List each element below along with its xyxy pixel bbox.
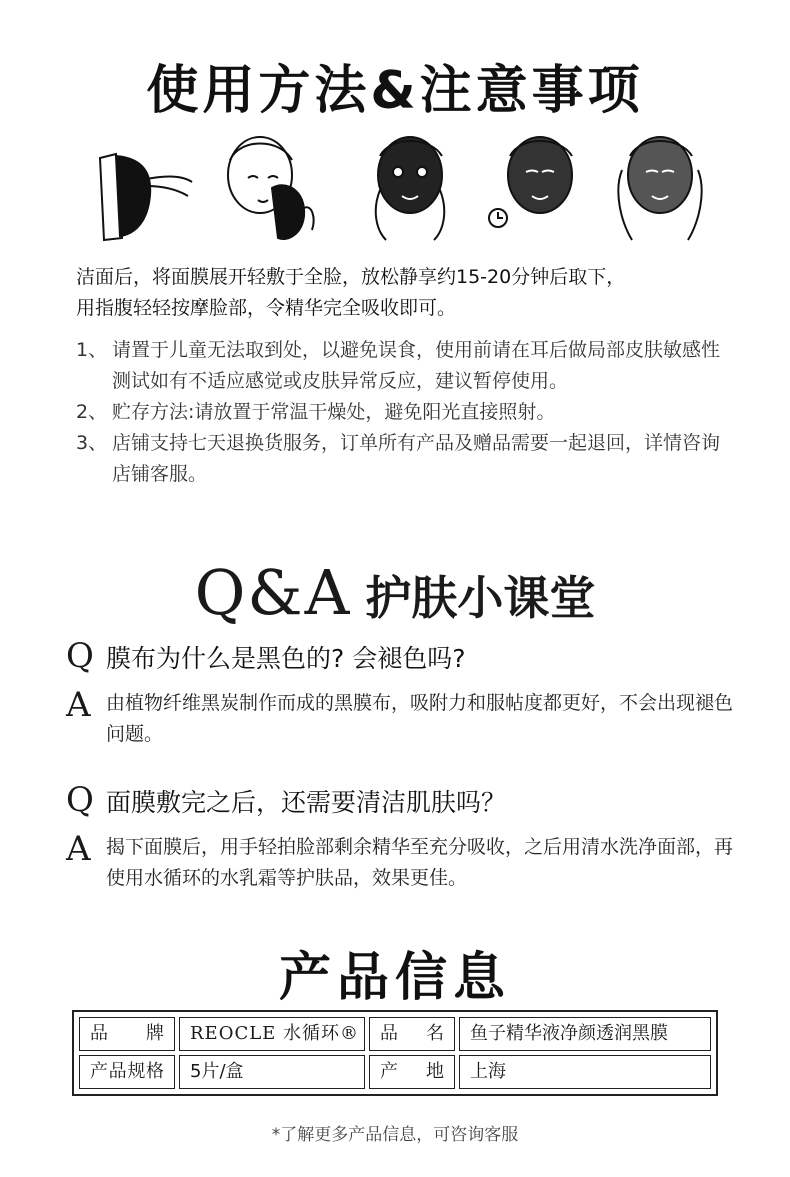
note-number: 2、: [76, 401, 108, 423]
usage-notes-list: [76, 335, 726, 490]
a-letter: A: [66, 829, 91, 869]
usage-steps-illustration: [80, 130, 710, 250]
note-text: 请置于儿童无法取到处，以避免误食，使用前请在耳后做局部皮肤敏感性测试如有不适应感觉或皮肤异常反应，建议暂停使用。: [112, 339, 721, 392]
note-item: [76, 428, 726, 490]
note-number: 1、: [76, 339, 108, 361]
usage-title: 使用方法&注意事项: [146, 61, 644, 121]
note-text: 店铺支持七天退换货服务，订单所有产品及赠品需要一起退回，详情咨询店铺客服。: [112, 432, 721, 485]
step3-press-mask-icon: [376, 137, 445, 240]
qa-title-latin: Q&A: [194, 556, 352, 629]
note-item: [76, 397, 726, 428]
q-letter: Q: [66, 780, 94, 820]
usage-intro: [76, 262, 726, 324]
origin-value: 上海: [459, 1055, 711, 1089]
product-name-label: 品名: [369, 1017, 455, 1051]
qa-title: [0, 556, 790, 629]
question-text: 面膜敷完之后，还需要清洁肌肤吗？: [106, 788, 507, 817]
step4-wait-mask-icon: [489, 137, 572, 227]
answer-text: 由植物纤维黑炭制作而成的黑膜布，吸附力和服帖度都更好，不会出现褪色问题。: [106, 692, 734, 745]
brand-label: 品牌: [79, 1017, 175, 1051]
a-letter: A: [66, 685, 91, 725]
answer-text: 揭下面膜后，用手轻拍脸部剩余精华至充分吸收，之后用清水洗净面部，再使用水循环的水乳霜等护肤品，效果更佳。: [106, 836, 734, 889]
question-2: [66, 780, 746, 820]
origin-label: 产地: [369, 1055, 455, 1089]
usage-intro-line: 用指腹轻轻按摩脸部，令精华完全吸收即可。: [76, 297, 457, 319]
footer-note: *了解更多产品信息，可咨询客服: [271, 1125, 519, 1145]
answer-1: [66, 685, 746, 750]
step1-mask-unfold-icon: [100, 154, 192, 240]
step2-apply-mask-icon: [228, 137, 314, 239]
brand-value: REOCLE 水循环®: [179, 1017, 365, 1051]
table-row: [79, 1017, 711, 1051]
usage-intro-line: 洁面后，将面膜展开轻敷于全脸，放松静享约15-20分钟后取下，: [76, 266, 626, 288]
qa-title-cn: 护肤小课堂: [365, 571, 596, 625]
note-text: 贮存方法:请放置于常温干燥处，避免阳光直接照射。: [112, 401, 556, 423]
question-text: 膜布为什么是黑色的? 会褪色吗?: [106, 644, 466, 673]
spec-value: 5片/盒: [179, 1055, 365, 1089]
note-item: [76, 335, 726, 397]
note-number: 3、: [76, 432, 108, 454]
product-info-table: [72, 1010, 718, 1096]
question-1: [66, 636, 746, 676]
answer-2: [66, 829, 746, 894]
step5-massage-face-icon: [618, 137, 701, 240]
spec-label: 产品规格: [79, 1055, 175, 1089]
product-info-title: 产品信息: [278, 948, 511, 1008]
table-row: [79, 1055, 711, 1089]
q-letter: Q: [66, 636, 94, 676]
product-name-value: 鱼子精华液净颜透润黑膜: [459, 1017, 711, 1051]
